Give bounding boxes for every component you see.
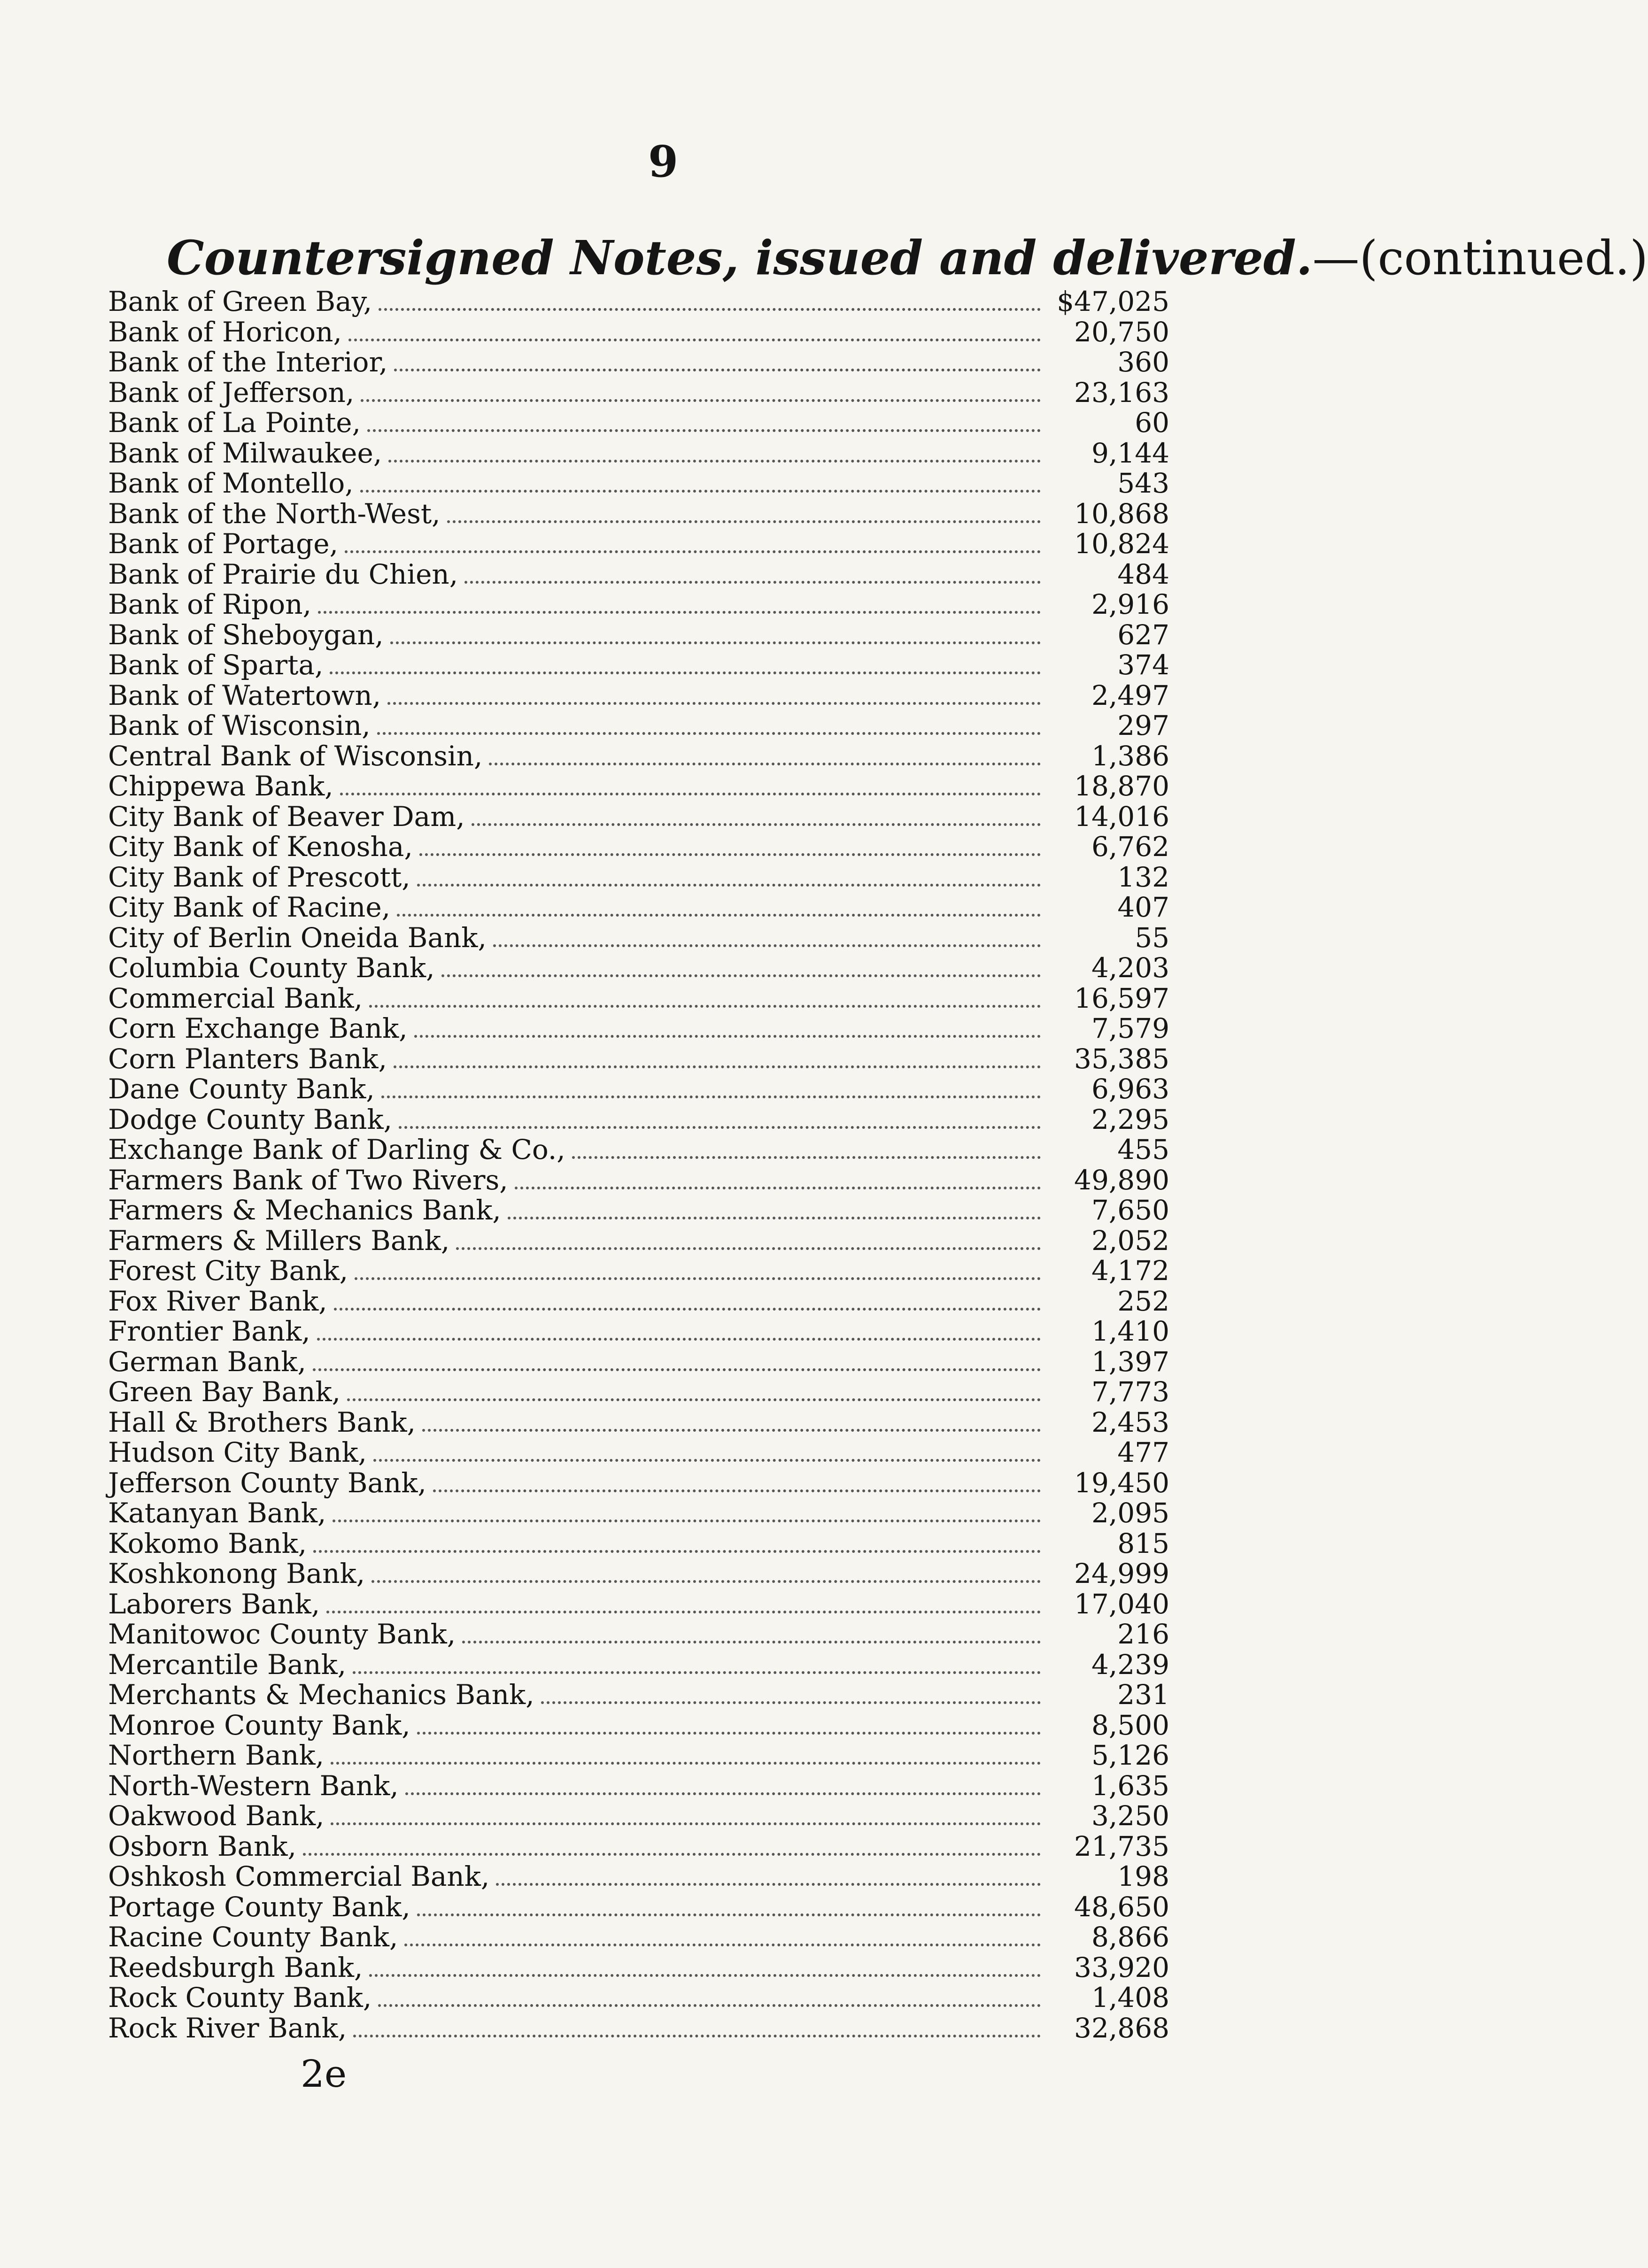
note-amount: $47,025	[1057, 285, 1169, 317]
dot-leader	[394, 369, 1041, 371]
note-amount: 60	[1135, 407, 1169, 439]
bank-name: Bank of Jefferson,	[108, 376, 355, 409]
dot-leader	[348, 339, 1041, 341]
list-item	[108, 680, 1169, 711]
dot-leader	[340, 793, 1041, 795]
bank-name: City of Berlin Oneida Bank,	[108, 921, 487, 954]
list-item	[108, 1437, 1169, 1468]
bank-notes-list	[108, 286, 1169, 2043]
dot-leader	[369, 1974, 1041, 1977]
note-amount: 4,203	[1091, 952, 1169, 984]
note-amount: 18,870	[1074, 770, 1169, 802]
dot-leader	[417, 1732, 1041, 1735]
bank-name: Bank of Green Bay,	[108, 285, 372, 317]
dot-leader	[472, 823, 1041, 826]
bank-name: Reedsburgh Bank,	[108, 1951, 363, 1983]
dot-leader	[572, 1156, 1041, 1159]
dot-leader	[414, 1035, 1041, 1038]
note-amount: 6,762	[1091, 831, 1169, 863]
bank-name: Chippewa Bank,	[108, 770, 333, 802]
page-number: 9	[648, 136, 679, 187]
list-item	[108, 1710, 1169, 1741]
dot-leader	[394, 1065, 1041, 1068]
dot-leader	[355, 1277, 1041, 1280]
note-amount: 1,410	[1091, 1315, 1169, 1347]
bank-name: Rock County Bank,	[108, 1982, 372, 2013]
dot-leader	[399, 1126, 1041, 1129]
list-item	[108, 1468, 1169, 1498]
dot-leader	[378, 2004, 1041, 2007]
note-amount: 2,497	[1091, 679, 1169, 711]
bank-name: Farmers & Mechanics Bank,	[108, 1194, 501, 1226]
bank-name: Oakwood Bank,	[108, 1800, 325, 1832]
list-item	[108, 1195, 1169, 1226]
list-item	[108, 1528, 1169, 1559]
bank-name: Bank of Watertown,	[108, 679, 381, 711]
list-item	[108, 983, 1169, 1014]
dot-leader	[373, 1459, 1041, 1462]
list-item	[108, 1922, 1169, 1952]
bank-name: Oshkosh Commercial Bank,	[108, 1860, 490, 1892]
bank-name: City Bank of Beaver Dam,	[108, 800, 465, 833]
bank-name: Fox River Bank,	[108, 1285, 327, 1317]
bank-name: Bank of Ripon,	[108, 588, 312, 620]
note-amount: 5,126	[1091, 1739, 1169, 1771]
note-amount: 4,172	[1091, 1255, 1169, 1287]
dot-leader	[417, 1913, 1041, 1916]
note-amount: 2,052	[1091, 1224, 1169, 1257]
list-item	[108, 650, 1169, 680]
dot-leader	[361, 399, 1041, 402]
list-item	[108, 710, 1169, 741]
bank-name: Columbia County Bank,	[108, 952, 435, 984]
note-amount: 297	[1117, 710, 1169, 741]
list-item	[108, 378, 1169, 408]
dot-leader	[381, 1095, 1041, 1098]
bank-name: Bank of Milwaukee,	[108, 437, 382, 469]
list-item	[108, 1407, 1169, 1438]
note-amount: 19,450	[1074, 1466, 1169, 1499]
list-item	[108, 286, 1169, 317]
list-item	[108, 1831, 1169, 1862]
list-item	[108, 408, 1169, 438]
dot-leader	[447, 520, 1041, 523]
dot-leader	[331, 1822, 1041, 1825]
list-item	[108, 620, 1169, 650]
bank-name: Forest City Bank,	[108, 1255, 348, 1287]
dot-leader	[541, 1701, 1041, 1704]
list-item	[108, 923, 1169, 953]
dot-leader	[326, 1611, 1041, 1613]
list-item	[108, 1740, 1169, 1771]
dot-leader	[397, 914, 1041, 917]
bank-name: Corn Exchange Bank,	[108, 1012, 408, 1044]
list-item	[108, 1983, 1169, 2013]
note-amount: 455	[1117, 1134, 1169, 1165]
bank-name: Bank of Wisconsin,	[108, 710, 371, 741]
bank-name: City Bank of Racine,	[108, 891, 391, 923]
dot-leader	[367, 429, 1041, 432]
list-item	[108, 862, 1169, 893]
list-item	[108, 1165, 1169, 1196]
note-amount: 7,650	[1091, 1194, 1169, 1226]
note-amount: 132	[1117, 861, 1169, 893]
note-amount: 48,650	[1074, 1890, 1169, 1923]
dot-leader	[334, 1308, 1041, 1311]
bank-name: Bank of Prairie du Chien,	[108, 558, 458, 590]
note-amount: 815	[1117, 1527, 1169, 1559]
dot-leader	[388, 460, 1041, 463]
list-item	[108, 1226, 1169, 1256]
dot-leader	[489, 763, 1041, 765]
dot-leader	[318, 611, 1041, 614]
bank-name: Bank of the North-West,	[108, 497, 441, 530]
bank-name: Jefferson County Bank,	[108, 1466, 426, 1499]
list-item	[108, 832, 1169, 862]
list-item	[108, 953, 1169, 983]
list-item	[108, 771, 1169, 802]
bank-name: Bank of Sparta,	[108, 649, 324, 681]
list-item	[108, 559, 1169, 590]
bank-name: Exchange Bank of Darling & Co.,	[108, 1134, 565, 1165]
note-amount: 1,386	[1091, 740, 1169, 772]
list-item	[108, 741, 1169, 771]
bank-name: Portage County Bank,	[108, 1890, 410, 1923]
note-amount: 8,866	[1091, 1921, 1169, 1953]
list-item	[108, 1861, 1169, 1892]
list-item	[108, 1650, 1169, 1680]
dot-leader	[353, 2035, 1041, 2037]
dot-leader	[441, 974, 1041, 977]
bank-name: Central Bank of Wisconsin,	[108, 740, 483, 772]
note-amount: 10,868	[1074, 497, 1169, 530]
list-item	[108, 438, 1169, 469]
dot-leader	[456, 1247, 1041, 1250]
note-amount: 374	[1117, 649, 1169, 681]
bank-name: Laborers Bank,	[108, 1588, 320, 1620]
note-amount: 2,916	[1091, 588, 1169, 620]
bank-name: Hudson City Bank,	[108, 1436, 367, 1468]
note-amount: 10,824	[1074, 528, 1169, 560]
note-amount: 32,868	[1074, 2012, 1169, 2044]
note-amount: 16,597	[1074, 982, 1169, 1014]
dot-leader	[369, 1005, 1041, 1008]
dot-leader	[422, 1429, 1041, 1432]
dot-leader	[331, 1762, 1041, 1765]
dot-leader	[303, 1853, 1041, 1856]
note-amount: 360	[1117, 346, 1169, 378]
list-item	[108, 1498, 1169, 1528]
bank-name: North-Western Bank,	[108, 1769, 399, 1802]
note-amount: 17,040	[1074, 1588, 1169, 1620]
note-amount: 35,385	[1074, 1042, 1169, 1075]
list-item	[108, 1256, 1169, 1286]
bank-name: Bank of Portage,	[108, 528, 339, 560]
list-item	[108, 1589, 1169, 1620]
dot-leader	[313, 1550, 1041, 1553]
list-item	[108, 1044, 1169, 1074]
list-item	[108, 802, 1169, 832]
dot-leader	[371, 1580, 1041, 1583]
list-item	[108, 1377, 1169, 1407]
bank-name: Bank of Horicon,	[108, 316, 342, 348]
list-item	[108, 1619, 1169, 1650]
dot-leader	[317, 1338, 1041, 1341]
dot-leader	[496, 1883, 1041, 1886]
list-item	[108, 2013, 1169, 2044]
dot-leader	[377, 732, 1041, 735]
list-item	[108, 347, 1169, 378]
bank-name: Green Bay Bank,	[108, 1376, 341, 1408]
bank-name: Dodge County Bank,	[108, 1103, 393, 1135]
note-amount: 627	[1117, 618, 1169, 651]
note-amount: 484	[1117, 558, 1169, 590]
note-amount: 477	[1117, 1436, 1169, 1468]
note-amount: 407	[1117, 891, 1169, 923]
note-amount: 9,144	[1091, 437, 1169, 469]
dot-leader	[333, 1520, 1041, 1522]
note-amount: 252	[1117, 1285, 1169, 1317]
list-item	[108, 1680, 1169, 1710]
note-amount: 231	[1117, 1679, 1169, 1711]
note-amount: 4,239	[1091, 1648, 1169, 1681]
note-amount: 8,500	[1091, 1709, 1169, 1741]
note-amount: 55	[1135, 921, 1169, 954]
dot-leader	[390, 641, 1041, 644]
bank-name: German Bank,	[108, 1345, 306, 1378]
list-item	[108, 1074, 1169, 1104]
list-item	[108, 499, 1169, 529]
list-item	[108, 589, 1169, 620]
list-item	[108, 1558, 1169, 1589]
signature-mark: 2e	[301, 2052, 347, 2096]
note-amount: 33,920	[1074, 1951, 1169, 1983]
bank-name: Mercantile Bank,	[108, 1648, 347, 1681]
note-amount: 3,250	[1091, 1800, 1169, 1832]
note-amount: 1,397	[1091, 1345, 1169, 1378]
bank-name: Bank of Montello,	[108, 467, 354, 499]
note-amount: 24,999	[1074, 1558, 1169, 1589]
bank-name: City Bank of Kenosha,	[108, 831, 413, 863]
note-amount: 2,095	[1091, 1497, 1169, 1529]
dot-leader	[433, 1489, 1041, 1492]
note-amount: 7,579	[1091, 1012, 1169, 1044]
bank-name: Bank of the Interior,	[108, 346, 388, 378]
note-amount: 14,016	[1074, 800, 1169, 833]
list-item	[108, 1952, 1169, 1983]
note-amount: 20,750	[1074, 316, 1169, 348]
dot-leader	[462, 1641, 1041, 1643]
list-item	[108, 1892, 1169, 1922]
dot-leader	[347, 1398, 1041, 1401]
list-item	[108, 1316, 1169, 1347]
list-item	[108, 1104, 1169, 1135]
note-amount: 2,453	[1091, 1406, 1169, 1438]
dot-leader	[404, 1944, 1041, 1946]
bank-name: Corn Planters Bank,	[108, 1042, 387, 1075]
bank-name: City Bank of Prescott,	[108, 861, 410, 893]
bank-name: Rock River Bank,	[108, 2012, 347, 2044]
dot-leader	[313, 1368, 1041, 1371]
bank-name: Kokomo Bank,	[108, 1527, 307, 1559]
bank-name: Racine County Bank,	[108, 1921, 398, 1953]
list-item	[108, 317, 1169, 347]
page-header	[167, 230, 1648, 285]
list-item	[108, 529, 1169, 559]
note-amount: 198	[1117, 1860, 1169, 1892]
list-item	[108, 892, 1169, 923]
bank-name: Katanyan Bank,	[108, 1497, 326, 1529]
note-amount: 1,635	[1091, 1769, 1169, 1802]
note-amount: 543	[1117, 467, 1169, 499]
bank-name: Commercial Bank,	[108, 982, 363, 1014]
bank-name: Merchants & Mechanics Bank,	[108, 1679, 534, 1711]
bank-name: Osborn Bank,	[108, 1830, 297, 1862]
list-item	[108, 1801, 1169, 1831]
bank-name: Farmers Bank of Two Rivers,	[108, 1164, 508, 1196]
note-amount: 216	[1117, 1618, 1169, 1650]
note-amount: 21,735	[1074, 1830, 1169, 1862]
list-item	[108, 1771, 1169, 1801]
bank-name: Bank of La Pointe,	[108, 407, 361, 439]
bank-name: Koshkonong Bank,	[108, 1558, 365, 1589]
dot-leader	[379, 308, 1041, 311]
dot-leader	[345, 550, 1041, 553]
dot-leader	[419, 853, 1041, 856]
note-amount: 1,408	[1091, 1982, 1169, 2013]
list-item	[108, 468, 1169, 499]
bank-name: Manitowoc County Bank,	[108, 1618, 456, 1650]
list-item	[108, 1286, 1169, 1317]
dot-leader	[405, 1792, 1041, 1795]
list-item	[108, 1134, 1169, 1165]
header-continued: —(continued.)	[1312, 231, 1648, 285]
bank-name: Northern Bank,	[108, 1739, 325, 1771]
bank-name: Dane County Bank,	[108, 1073, 375, 1105]
note-amount: 6,963	[1091, 1073, 1169, 1105]
dot-leader	[360, 490, 1041, 493]
note-amount: 49,890	[1074, 1164, 1169, 1196]
list-item	[108, 1013, 1169, 1044]
dot-leader	[464, 581, 1041, 584]
bank-name: Hall & Brothers Bank,	[108, 1406, 416, 1438]
dot-leader	[508, 1217, 1041, 1219]
dot-leader	[417, 884, 1041, 887]
dot-leader	[330, 671, 1041, 674]
bank-name: Frontier Bank,	[108, 1315, 310, 1347]
dot-leader	[353, 1671, 1041, 1674]
dot-leader	[387, 702, 1041, 705]
bank-name: Monroe County Bank,	[108, 1709, 410, 1741]
bank-name: Bank of Sheboygan,	[108, 618, 384, 651]
dot-leader	[515, 1187, 1041, 1189]
note-amount: 7,773	[1091, 1376, 1169, 1408]
dot-leader	[493, 944, 1041, 947]
note-amount: 23,163	[1074, 376, 1169, 409]
bank-name: Farmers & Millers Bank,	[108, 1224, 450, 1257]
list-item	[108, 1347, 1169, 1377]
header-title: Countersigned Notes, issued and delivered.	[167, 230, 1313, 285]
note-amount: 2,295	[1091, 1103, 1169, 1135]
